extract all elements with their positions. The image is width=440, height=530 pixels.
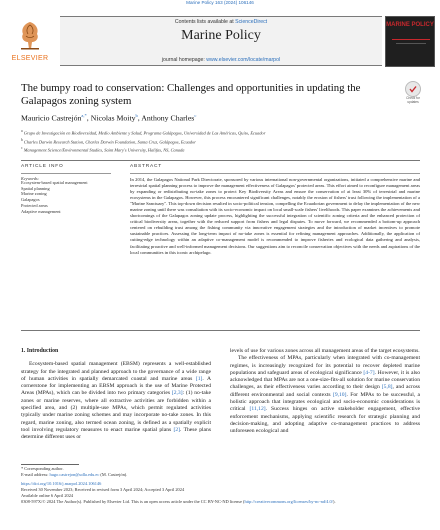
doi-link[interactable]: https://doi.org/10.1016/j.marpol.2024.106146	[21, 481, 102, 487]
elsevier-logo[interactable]	[6, 17, 54, 65]
citation-link[interactable]: [11,12]	[249, 406, 266, 413]
section-heading: 1. Introduction	[21, 348, 59, 354]
journal-title: Marine Policy	[181, 28, 261, 43]
abstract-text: In 2014, the Galapagos National Park Directorate, sponsored by various international non-governmental organizations, initiated a comprehensive marine and terrestrial spatial planning process to improve the management effectiveness of Galapagos' protected areas. This effort aimed to reconfigure management areas by expanding or redistributing no-take zones to protect Key Biodiversity Areas and ensure the conservation of at least 30% of terrestrial and marine ecosystems in the Galapagos. However, this process encountered significant challenges, notably the erosion of fishers' trust following the implementation of a "Marine Sanctuary". This top-down decision resulted in socio-political tension, compelling the Ecuadorian government to delay the implementation of the new marine zoning until there was consultation with its socio-economic impact on local small-scale fishers' livelihoods. This paper examines the achievements and shortcomings of the Galapagos zoning update process, highlighting the successful integration of scientific zoning criteria and the enhanced protection of critical biodiversity areas, together with the reduced support from fishers and legal disputes. To move forward, we recommended a bottom-up approach centered on rebuilding trust among the fishing community via innovative engagement strategies and the introduction of market incentives to promote sustainable practices. Assessing the long-term impact of no-take zones is essential for refining management approaches. Additionally, the application of cutting-edge technology within an adaptive co-management model is recommended to improve fisheries and ecological data gathering and analysis, facilitating proactive and well-informed management decisions. Our suggestions aim to reconcile conservation objectives with the needs and aspirations of the local communities in this iconic archipelago.	[130, 173, 420, 256]
check-for-updates-badge[interactable]	[405, 81, 421, 104]
elsevier-tree-icon	[18, 19, 42, 51]
author-name[interactable]: Anthony Charles	[141, 113, 195, 123]
keyword: Marine zoning	[21, 191, 47, 197]
cover-title: MARINE POLICY	[386, 22, 434, 28]
keyword: Spatial planning	[21, 185, 50, 191]
license-line: 0308-597X/© 2024 The Author(s). Published by Elsevier Ltd. This is an open access article under the CC BY-NC-ND license (http://creativecommons.org/licenses/by-nc-nd/4.0/).	[21, 499, 336, 505]
keywords-label: Keywords:	[21, 173, 111, 181]
body-paragraph: levels of use for various zones across all management areas of the target ecosystems.	[230, 348, 420, 354]
available-online: Available online 6 April 2024	[21, 493, 74, 499]
body-paragraph: Ecosystem-based spatial management (EBSM) represents a well-established strategy for the integrated and planned approach to the governance of a wide range of human activities in spatially demarcated coastal and marine areas [1]. A cornerstone for implementing an EBSM approach is the use of Marine Protected Areas (MPAs), which can be divided into two primary categories [2,3]: (1) no-take zones or marine reserves, where all extractive activities are forbidden within a specified area, and (2) multiple-use MPAs, which permit regulated activities typically under marine zoning schemes and may incorporate no-take zones. In this regard, marine zoning, also termed ocean zoning, is defined as a spatially explicit tool involving regulatory measures to enact marine spatial plans [2]. These plans determine different uses or	[21, 361, 212, 441]
article-info-heading: ARTICLE INFO	[21, 164, 64, 169]
abstract-heading: ABSTRACT	[130, 164, 162, 169]
check-updates-label: Check for updates	[406, 96, 420, 104]
citation-link[interactable]: [9,10]	[332, 391, 347, 398]
affiliation-item: $^b$ Charles Darwin Research Station, Charles Darwin Foundation, Santa Cruz, Galápagos, Ecuador	[21, 137, 196, 145]
keyword: Adaptive management	[21, 208, 61, 214]
keyword: Galapagos	[21, 197, 40, 203]
journal-cover-image[interactable]	[385, 16, 435, 67]
corresponding-author-note: * Corresponding author.	[21, 466, 64, 471]
body-paragraph: The effectiveness of MPAs, particularly when integrated with co-management regimes, is increasingly recognized for its potential to recover depleted marine populations and safeguard areas of ecological significance [4-7]. However, it is also acknowledged that MPAs are not a one-size-fits-all solution for marine conservation challenges, as their effectiveness varies according to their design [5,8], and across different environmental and social contexts [9,10]. For MPAs to be successful, a holistic approach that integrates ecological and socio-economic considerations is critical [11,12]. Success hinges on active stakeholder engagement, effective enforcement mechanisms, applying scientific research for strategic planning and decision-making, and adopting adaptive co-management practices to address unforeseen ecological and	[230, 355, 420, 435]
author-name[interactable]: Nicolas Moity	[90, 113, 136, 123]
homepage-line	[60, 57, 382, 63]
author-name[interactable]: Mauricio Castrejón	[21, 113, 82, 123]
homepage-prefix: journal homepage:	[161, 57, 207, 63]
check-updates-icon	[405, 81, 421, 97]
keyword: Protected areas	[21, 202, 48, 208]
keywords-list	[21, 180, 111, 214]
email-line: E-mail address: hugo.castrejon@udla.edu.ec (M. Castrejón).	[21, 472, 128, 478]
journal-banner	[60, 16, 382, 66]
keyword: Ecosystem-based spatial management	[21, 180, 88, 185]
cover-stripe	[396, 43, 426, 44]
divider	[21, 160, 420, 161]
author-marks[interactable]: c	[194, 113, 197, 118]
contents-line	[60, 19, 382, 25]
citation-link[interactable]: [4-7]	[363, 369, 375, 376]
article-title: The bumpy road to conservation: Challenges and opportunities in updating the Galapagos zoning system	[21, 82, 361, 107]
body-column-left	[21, 348, 211, 442]
elsevier-wordmark: ELSEVIER	[11, 55, 49, 62]
citation-link[interactable]: [5,8]	[381, 384, 393, 391]
author-list: Mauricio Castrejón$^{a,*}$, Nicolas Moity$^b$, Anthony Charles$^c$	[21, 113, 197, 123]
footnote-divider	[21, 464, 79, 465]
citation-link[interactable]: [2,3]	[171, 390, 183, 397]
affiliation-item: $^c$ Management Science/Environmental Studies, Saint Mary's University, Halifax, NS, Canada	[21, 146, 185, 153]
received-dates: Received 30 November 2023; Received in revised form 3 April 2024; Accepted 3 April 2024	[21, 487, 185, 493]
journal-homepage-link[interactable]: www.elsevier.com/locate/marpol	[206, 57, 281, 63]
contents-prefix: Contents lists available at	[174, 19, 236, 25]
author-marks[interactable]: a,*	[81, 113, 87, 118]
cover-stripe	[392, 39, 430, 40]
journal-header	[4, 16, 436, 68]
body-column-right	[230, 348, 420, 436]
journal-citation-link[interactable]: Marine Policy 163 (2024) 106146	[186, 0, 254, 5]
affiliations	[21, 128, 421, 154]
citation-link[interactable]: [2]	[173, 426, 180, 433]
citation-link[interactable]: [1]	[195, 375, 203, 382]
author-marks[interactable]: b	[135, 113, 138, 118]
license-link[interactable]: http://creativecommons.org/licenses/by-nc-nd/4.0/	[244, 499, 333, 505]
affiliation-item: $^a$ Grupo de Investigación en Biodiversidad, Medio Ambiente y Salud, Programa Galápagos, Universidad de Las Américas, Quito, Ecuador	[21, 129, 266, 136]
sciencedirect-link[interactable]: ScienceDirect	[235, 19, 268, 25]
email-link[interactable]: hugo.castrejon@udla.edu.ec	[49, 472, 100, 478]
divider	[21, 330, 420, 331]
footnotes	[21, 466, 421, 506]
